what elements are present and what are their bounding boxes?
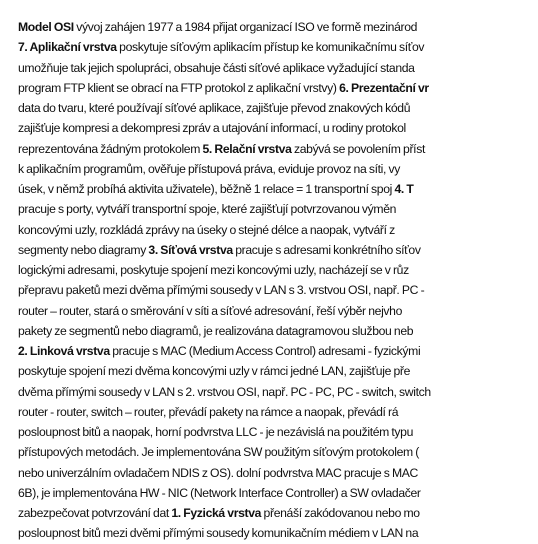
text-line [18,37,538,57]
text-line [18,240,538,260]
text-run: reprezentována žádným protokolem [18,141,203,156]
text-run: dvěma přímými sousedy v LAN s 2. vrstvou OSI, např. PC - PC, PC - switch, switch [18,384,431,399]
text-run: pracuje s MAC (Medium Access Control) adresami - fyzickými [109,344,421,358]
text-line [18,422,538,442]
text-line [18,199,538,219]
document-body-text [18,17,538,544]
text-line [18,301,538,321]
text-run: zajišťuje kompresi a dekompresi zpráv a utajování informací, u rodiny protokol [18,121,406,136]
text-line [18,483,538,503]
section-heading: 2. Linková vrstva [18,344,110,358]
text-run: segmenty nebo diagramy [18,242,149,257]
text-line [18,78,538,98]
text-run: router – router, stará o směrování v síti a síťové adresování, řeší výběr nejvho [18,303,403,318]
text-run: přepravu paketů mezi dvěma přímými sousedy v LAN s 3. vrstvou OSI, např. PC - [18,283,425,298]
text-line [18,341,538,361]
text-line [18,17,538,37]
text-run: koncovými uzly, rozkládá zprávy na úseky o stejné délce a naopak, vytváří z [18,222,395,237]
text-run: pakety ze segmentů nebo diagramů, je realizována datagramovou službou neb [18,323,414,338]
section-heading: 3. Síťová vrstva [148,242,233,257]
text-run: pracuje s porty, vytváří transportní spoje, které zajišťují potvrzovanou výměn [18,202,397,217]
text-line [18,159,538,179]
text-run: pracuje s adresami konkrétního síťov [232,242,421,257]
text-run: přenáší zakódovanou nebo mo [261,506,420,520]
text-run: k aplikačním programům, ověřuje přístupová práva, eviduje provoz na síti, vy [18,161,400,176]
text-run: zabezpečovat potvrzování dat [18,506,172,520]
text-run: vývoj zahájen 1977 a 1984 přijat organizací ISO ve formě mezinárod [73,20,418,34]
text-run: nebo univerzálním ovladačem NDIS z OS). dolní podvrstva MAC pracuje s MAC [18,465,419,480]
text-run: program FTP klient se obrací na FTP protokol z aplikační vrstvy) [18,80,340,95]
text-run: data do tvaru, které používají síťové aplikace, zajišťuje převod znakových kódů [18,101,411,115]
text-line [18,280,538,300]
text-run: logickými adresami, poskytuje spojení mezi koncovými uzly, nacházejí se v růz [18,263,409,277]
text-line [18,402,538,422]
text-line [18,58,538,78]
section-heading: 6. Prezentační vr [339,80,429,95]
text-run: úsek, v němž probíhá aktivita uživatele), běžně 1 relace = 1 transportní spoj [18,182,395,196]
text-line [18,503,538,523]
text-line [18,463,538,483]
text-run: poskytuje spojení mezi dvěma koncovými uzly v rámci jedné LAN, zajišťuje pře [18,364,411,379]
section-heading: 4. T [394,182,414,196]
text-line [18,260,538,280]
text-line [18,118,538,138]
text-line [18,442,538,462]
text-line [18,361,538,381]
text-run: router - router, switch – router, převádí pakety na rámce a naopak, převádí rá [18,404,399,419]
text-line [18,523,538,543]
text-run: 6B), je implementována HW - NIC (Network Interface Controller) a SW ovladačer [18,485,421,500]
text-line [18,98,538,118]
section-heading: 7. Aplikační vrstva [18,40,117,55]
text-line [18,220,538,240]
text-line [18,179,538,199]
text-run: posloupnost bitů a naopak, horní podvrstva LLC - je nezávislá na použitém typu [18,425,414,439]
section-heading: Model OSI [18,20,74,34]
text-line [18,139,538,159]
text-run: přístupových metodách. Je implementována SW použitým síťovým protokolem ( [18,445,419,460]
text-run: umožňuje tak jejich spolupráci, obsahuje části síťové aplikace vyžadující standa [18,60,415,75]
section-heading: 5. Relační vrstva [202,141,292,156]
section-heading: 1. Fyzická vrstva [171,506,262,520]
text-run: posloupnost bitů mezi dvěmi přímými sousedy komunikačním médiem v LAN na [18,526,419,541]
text-run: poskytuje síťovým aplikacím přístup ke komunikačnímu síťov [116,40,425,55]
text-line [18,321,538,341]
text-run: zabývá se povolením příst [291,141,425,156]
text-line [18,382,538,402]
